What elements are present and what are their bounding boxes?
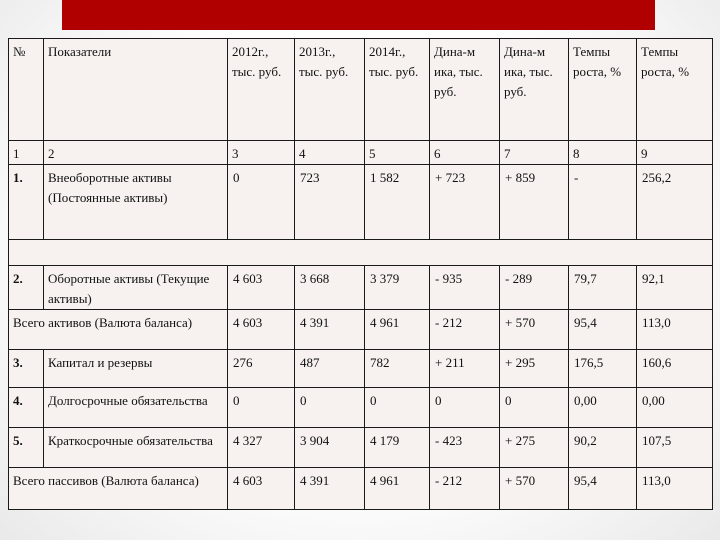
row-label: Внеоборотные активы (Постоянные активы) bbox=[44, 165, 228, 240]
value-cell: 4 179 bbox=[365, 428, 430, 468]
value-cell: + 570 bbox=[500, 310, 569, 350]
table-row bbox=[9, 350, 713, 388]
value-cell: 107,5 bbox=[637, 428, 713, 468]
value-cell: 3 379 bbox=[365, 266, 430, 310]
header-growth-rate-2: Темпы роста, % bbox=[637, 39, 713, 141]
value-cell: 95,4 bbox=[569, 468, 637, 510]
value-cell: 1 582 bbox=[365, 165, 430, 240]
header-2014: 2014г., тыс. руб. bbox=[365, 39, 430, 141]
column-number-row bbox=[9, 141, 713, 165]
header-dynamics-2: Дина-м ика, тыс. руб. bbox=[500, 39, 569, 141]
header-2012: 2012г., тыс. руб. bbox=[228, 39, 295, 141]
value-cell: 4 961 bbox=[365, 310, 430, 350]
value-cell: 176,5 bbox=[569, 350, 637, 388]
empty-separator-row bbox=[9, 240, 713, 266]
value-cell: 3 668 bbox=[295, 266, 365, 310]
value-cell: 4 961 bbox=[365, 468, 430, 510]
value-cell: 0 bbox=[295, 388, 365, 428]
col-number: 9 bbox=[637, 141, 713, 165]
value-cell: 92,1 bbox=[637, 266, 713, 310]
header-row bbox=[9, 39, 713, 141]
row-number: 2. bbox=[9, 266, 44, 310]
table-row bbox=[9, 428, 713, 468]
value-cell: 256,2 bbox=[637, 165, 713, 240]
value-cell: 95,4 bbox=[569, 310, 637, 350]
value-cell: 4 603 bbox=[228, 310, 295, 350]
value-cell: 79,7 bbox=[569, 266, 637, 310]
value-cell: 0 bbox=[500, 388, 569, 428]
row-label: Капитал и резервы bbox=[44, 350, 228, 388]
header-dynamics-1: Дина-м ика, тыс. руб. bbox=[430, 39, 500, 141]
value-cell: - 289 bbox=[500, 266, 569, 310]
empty-cell bbox=[9, 240, 713, 266]
value-cell: 0,00 bbox=[569, 388, 637, 428]
header-2013: 2013г., тыс. руб. bbox=[295, 39, 365, 141]
row-label: Оборотные активы (Текущие активы) bbox=[44, 266, 228, 310]
col-number: 4 bbox=[295, 141, 365, 165]
row-number: 3. bbox=[9, 350, 44, 388]
value-cell: 113,0 bbox=[637, 468, 713, 510]
header-growth-rate-1: Темпы роста, % bbox=[569, 39, 637, 141]
value-cell: 4 603 bbox=[228, 468, 295, 510]
col-number: 6 bbox=[430, 141, 500, 165]
value-cell: + 859 bbox=[500, 165, 569, 240]
row-label: Всего активов (Валюта баланса) bbox=[9, 310, 228, 350]
value-cell: 0 bbox=[365, 388, 430, 428]
title-bar bbox=[62, 0, 655, 30]
table-row bbox=[9, 388, 713, 428]
value-cell: 782 bbox=[365, 350, 430, 388]
value-cell: - bbox=[569, 165, 637, 240]
col-number: 2 bbox=[44, 141, 228, 165]
value-cell: 160,6 bbox=[637, 350, 713, 388]
col-number: 7 bbox=[500, 141, 569, 165]
col-number: 1 bbox=[9, 141, 44, 165]
value-cell: 4 391 bbox=[295, 310, 365, 350]
value-cell: 4 603 bbox=[228, 266, 295, 310]
header-no: № bbox=[9, 39, 44, 141]
value-cell: 0 bbox=[228, 165, 295, 240]
value-cell: - 935 bbox=[430, 266, 500, 310]
col-number: 5 bbox=[365, 141, 430, 165]
value-cell: 90,2 bbox=[569, 428, 637, 468]
value-cell: + 570 bbox=[500, 468, 569, 510]
balance-table bbox=[8, 38, 713, 510]
value-cell: 4 391 bbox=[295, 468, 365, 510]
table-row bbox=[9, 165, 713, 240]
value-cell: 276 bbox=[228, 350, 295, 388]
value-cell: 487 bbox=[295, 350, 365, 388]
row-label: Краткосрочные обязательства bbox=[44, 428, 228, 468]
value-cell: - 212 bbox=[430, 468, 500, 510]
table-row-total-assets bbox=[9, 310, 713, 350]
value-cell: 0 bbox=[228, 388, 295, 428]
value-cell: + 275 bbox=[500, 428, 569, 468]
col-number: 3 bbox=[228, 141, 295, 165]
value-cell: + 211 bbox=[430, 350, 500, 388]
value-cell: + 295 bbox=[500, 350, 569, 388]
row-number: 5. bbox=[9, 428, 44, 468]
value-cell: - 212 bbox=[430, 310, 500, 350]
value-cell: 113,0 bbox=[637, 310, 713, 350]
col-number: 8 bbox=[569, 141, 637, 165]
value-cell: 723 bbox=[295, 165, 365, 240]
value-cell: 3 904 bbox=[295, 428, 365, 468]
value-cell: 4 327 bbox=[228, 428, 295, 468]
value-cell: 0,00 bbox=[637, 388, 713, 428]
value-cell: - 423 bbox=[430, 428, 500, 468]
value-cell: 0 bbox=[430, 388, 500, 428]
value-cell: + 723 bbox=[430, 165, 500, 240]
row-number: 4. bbox=[9, 388, 44, 428]
table-row-total-liabilities bbox=[9, 468, 713, 510]
row-number: 1. bbox=[9, 165, 44, 240]
row-label: Долгосрочные обязательства bbox=[44, 388, 228, 428]
table-row bbox=[9, 266, 713, 310]
header-indicator: Показатели bbox=[44, 39, 228, 141]
row-label: Всего пассивов (Валюта баланса) bbox=[9, 468, 228, 510]
